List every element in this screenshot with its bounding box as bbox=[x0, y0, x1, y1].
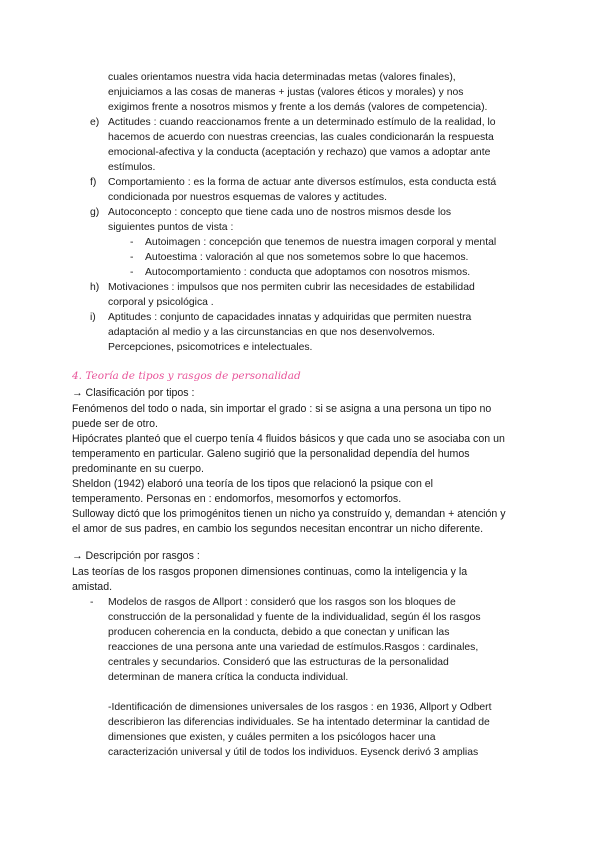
paragraph-line: Las teorías de los rasgos proponen dimensiones continuas, como la inteligencia y la bbox=[72, 566, 468, 578]
subitem-autocomportamiento: Autocomportamiento : conducta que adoptamos con nosotros mismos. bbox=[145, 267, 471, 278]
allport-line: centrales y secundarios. Consideró que las estructuras de la personalidad bbox=[108, 657, 449, 668]
allport-line: Modelos de rasgos de Allport : consideró que los rasgos son los bloques de bbox=[108, 597, 456, 608]
continuation-line: cuales orientamos nuestra vida hacia determinadas metas (valores finales), bbox=[108, 72, 456, 83]
identificacion-line: -Identificación de dimensiones universales de los rasgos : en 1936, Allport y Odbert bbox=[108, 702, 492, 713]
section-heading: 4. Teoría de tipos y rasgos de personalidad bbox=[72, 370, 301, 382]
list-marker-h: h) bbox=[90, 282, 100, 293]
paragraph-line: temperamento. Personas en : endomorfos, mesomorfos y ectomorfos. bbox=[72, 493, 402, 505]
identificacion-line: describieron las diferencias individuales. Se ha intentado determinar la cantidad de bbox=[108, 717, 490, 728]
list-item-line: Comportamiento : es la forma de actuar ante diversos estímulos, esta conducta está bbox=[108, 177, 497, 188]
list-item-line: Actitudes : cuando reaccionamos frente a un determinado estímulo de la realidad, lo bbox=[108, 117, 496, 128]
dash-marker: - bbox=[130, 252, 134, 263]
list-marker-g: g) bbox=[90, 207, 100, 218]
dash-marker: - bbox=[130, 237, 134, 248]
continuation-line: exigimos frente a nosotros mismos y frente a los demás (valores de competencia). bbox=[108, 102, 488, 113]
allport-line: reacciones de una persona ante una variedad de estímulos.Rasgos : cardinales, bbox=[108, 642, 479, 653]
allport-line: determinan de manera crítica la conducta individual. bbox=[108, 672, 349, 683]
identificacion-line: dimensiones que existen, y cuáles permiten a los psicólogos hacer una bbox=[108, 732, 436, 743]
list-item-line: Motivaciones : impulsos que nos permiten cubrir las necesidades de estabilidad bbox=[108, 282, 475, 293]
dash-marker: - bbox=[130, 267, 134, 278]
identificacion-line: caracterización universal y útil de todos los individuos. Eysenck derivó 3 amplias bbox=[108, 747, 479, 758]
paragraph-line: Sheldon (1942) elaboró una teoría de los tipos que relacionó la psique con el bbox=[72, 478, 434, 490]
list-marker-i: i) bbox=[90, 312, 96, 323]
list-item-line: siguientes puntos de vista : bbox=[108, 222, 234, 233]
paragraph-line: Sulloway dictó que los primogénitos tienen un nicho ya construído y, demandan + atención y bbox=[72, 508, 506, 520]
list-marker-e: e) bbox=[90, 117, 100, 128]
subsection-title-tipos: → Clasificación por tipos : bbox=[72, 387, 195, 399]
list-item-line: emocional-afectiva y la conducta (aceptación y rechazo) que vamos a adoptar ante bbox=[108, 147, 491, 158]
list-marker-f: f) bbox=[90, 177, 97, 188]
paragraph-line: el amor de sus padres, en cambio los segundos necesitan encontrar un nicho diferente. bbox=[72, 523, 484, 535]
list-item-line: condicionada por nuestros esquemas de valores y actitudes. bbox=[108, 192, 387, 203]
paragraph-line: Hipócrates planteó que el cuerpo tenía 4 fluidos básicos y que cada uno se asociaba con un bbox=[72, 433, 505, 445]
list-item-line: hacemos de acuerdo con nuestras creencias, las cuales condicionarán la respuesta bbox=[108, 132, 494, 143]
dash-marker: - bbox=[90, 597, 94, 608]
list-item-line: Percepciones, psicomotrices e intelectuales. bbox=[108, 342, 313, 353]
subsection-title-rasgos: → Descripción por rasgos : bbox=[72, 550, 200, 562]
subitem-autoimagen: Autoimagen : concepción que tenemos de nuestra imagen corporal y mental bbox=[145, 237, 497, 248]
paragraph-line: Fenómenos del todo o nada, sin importar el grado : si se asigna a una persona un tipo no bbox=[72, 403, 492, 415]
list-item-line: Aptitudes : conjunto de capacidades innatas y adquiridas que permiten nuestra bbox=[108, 312, 472, 323]
list-item-line: adaptación al medio y a las circunstancias en que nos desenvolvemos. bbox=[108, 327, 435, 338]
list-item-line: Autoconcepto : concepto que tiene cada uno de nostros mismos desde los bbox=[108, 207, 452, 218]
list-item-line: corporal y psicológica . bbox=[108, 297, 214, 308]
paragraph-line: predominante en su cuerpo. bbox=[72, 463, 204, 475]
subitem-autoestima: Autoestima : valoración al que nos sometemos sobre lo que hacemos. bbox=[145, 252, 469, 263]
paragraph-line: temperamento en particular. Galeno sugirió que la personalidad dependía del humos bbox=[72, 448, 470, 460]
list-item-line: estímulos. bbox=[108, 162, 156, 173]
allport-line: construcción de la personalidad y fuente de la individualidad, según él los rasgos bbox=[108, 612, 481, 623]
continuation-line: enjuiciamos a las cosas de maneras + justas (valores éticos y morales) y nos bbox=[108, 87, 464, 98]
allport-line: producen coherencia en la conducta, debido a que conectan y unifican las bbox=[108, 627, 450, 638]
paragraph-line: amistad. bbox=[72, 581, 113, 593]
paragraph-line: puede ser de otro. bbox=[72, 418, 158, 430]
